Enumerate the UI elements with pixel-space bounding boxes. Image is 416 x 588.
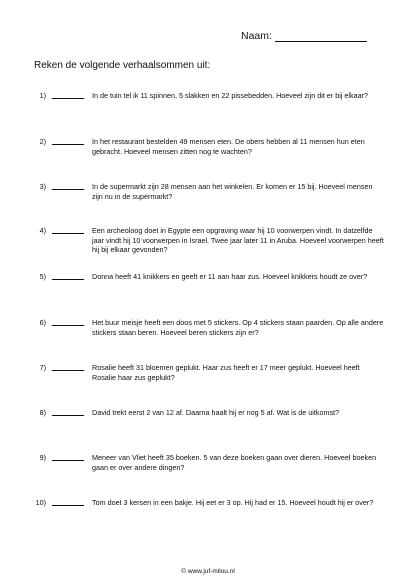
answer-blank-line[interactable] (52, 370, 84, 371)
exercise-number: 10) (35, 498, 46, 507)
exercise-number: 3) (39, 182, 46, 191)
exercise-number: 2) (39, 137, 46, 146)
exercise-text: In de supermarkt zijn 28 mensen aan het winkelen. Er komen er 15 bij. Hoeveel mensen zijn nu in de supermarkt? (92, 182, 373, 201)
exercise-text: In de tuin tel ik 11 spinnen, 5 slakken en 22 pissebedden. Hoeveel zijn dit er bij elkaar? (92, 91, 368, 100)
footer-copyright: © www.juf-milou.nl (181, 568, 235, 575)
exercise-text: Een archeoloog doet in Egypte een opgraving waar hij 10 voorwerpen vindt. In datzelfde jaar vindt hij 10 voorwerpen in Israel. Twee jaar later 11 in Aruba. Hoeveel voorwerpen heeft hij bij elkaar gevonden? (92, 226, 384, 254)
exercise-number: 1) (39, 91, 46, 100)
name-blank-line[interactable] (275, 31, 367, 42)
exercise-text: Tom doet 3 kersen in een bakje. Hij eet er 3 op. Hij had er 15. Hoeveel houdt hij er over? (92, 498, 374, 507)
answer-blank-line[interactable] (52, 98, 84, 99)
exercise-number: 9) (39, 453, 46, 462)
answer-blank-line[interactable] (52, 144, 84, 145)
name-field (241, 30, 367, 42)
exercise-number: 7) (39, 363, 46, 372)
answer-blank-line[interactable] (52, 460, 84, 461)
exercise-number: 5) (39, 272, 46, 281)
exercise-text: Meneer van Vliet heeft 35 boeken. 5 van deze boeken gaan over dieren. Hoeveel boeken gaan er over andere dingen? (92, 453, 377, 472)
answer-blank-line[interactable] (52, 505, 84, 506)
name-label: Naam: (241, 30, 272, 42)
exercise-text: David trekt eerst 2 van 12 af. Daarna haalt hij er nog 5 af. Wat is de uitkomst? (92, 408, 340, 417)
exercise-number: 4) (39, 226, 46, 235)
exercise-text: Rosalie heeft 31 bloemen geplukt. Haar zus heeft er 17 meer geplukt. Hoeveel heeft Rosalie haar zus geplukt? (92, 363, 360, 382)
exercise-text: Het buur meisje heeft een doos met 5 stickers. Op 4 stickers staan paarden. Op alle andere stickers staan beren. Hoeveel beren stickers zijn er? (92, 318, 384, 337)
answer-blank-line[interactable] (52, 189, 84, 190)
answer-blank-line[interactable] (52, 279, 84, 280)
exercise-number: 6) (39, 318, 46, 327)
exercise-number: 8) (39, 408, 46, 417)
answer-blank-line[interactable] (52, 233, 84, 234)
exercise-text: In het restaurant bestelden 49 mensen eten. De obers hebben al 11 mensen hun eten gebracht. Hoeveel mensen zitten nog te wachten? (92, 137, 365, 156)
instruction-heading: Reken de volgende verhaalsommen uit: (34, 60, 211, 71)
answer-blank-line[interactable] (52, 325, 84, 326)
answer-blank-line[interactable] (52, 415, 84, 416)
exercise-text: Donna heeft 41 knikkers en geeft er 11 aan haar zus. Hoeveel knikkers houdt ze over? (92, 272, 368, 281)
